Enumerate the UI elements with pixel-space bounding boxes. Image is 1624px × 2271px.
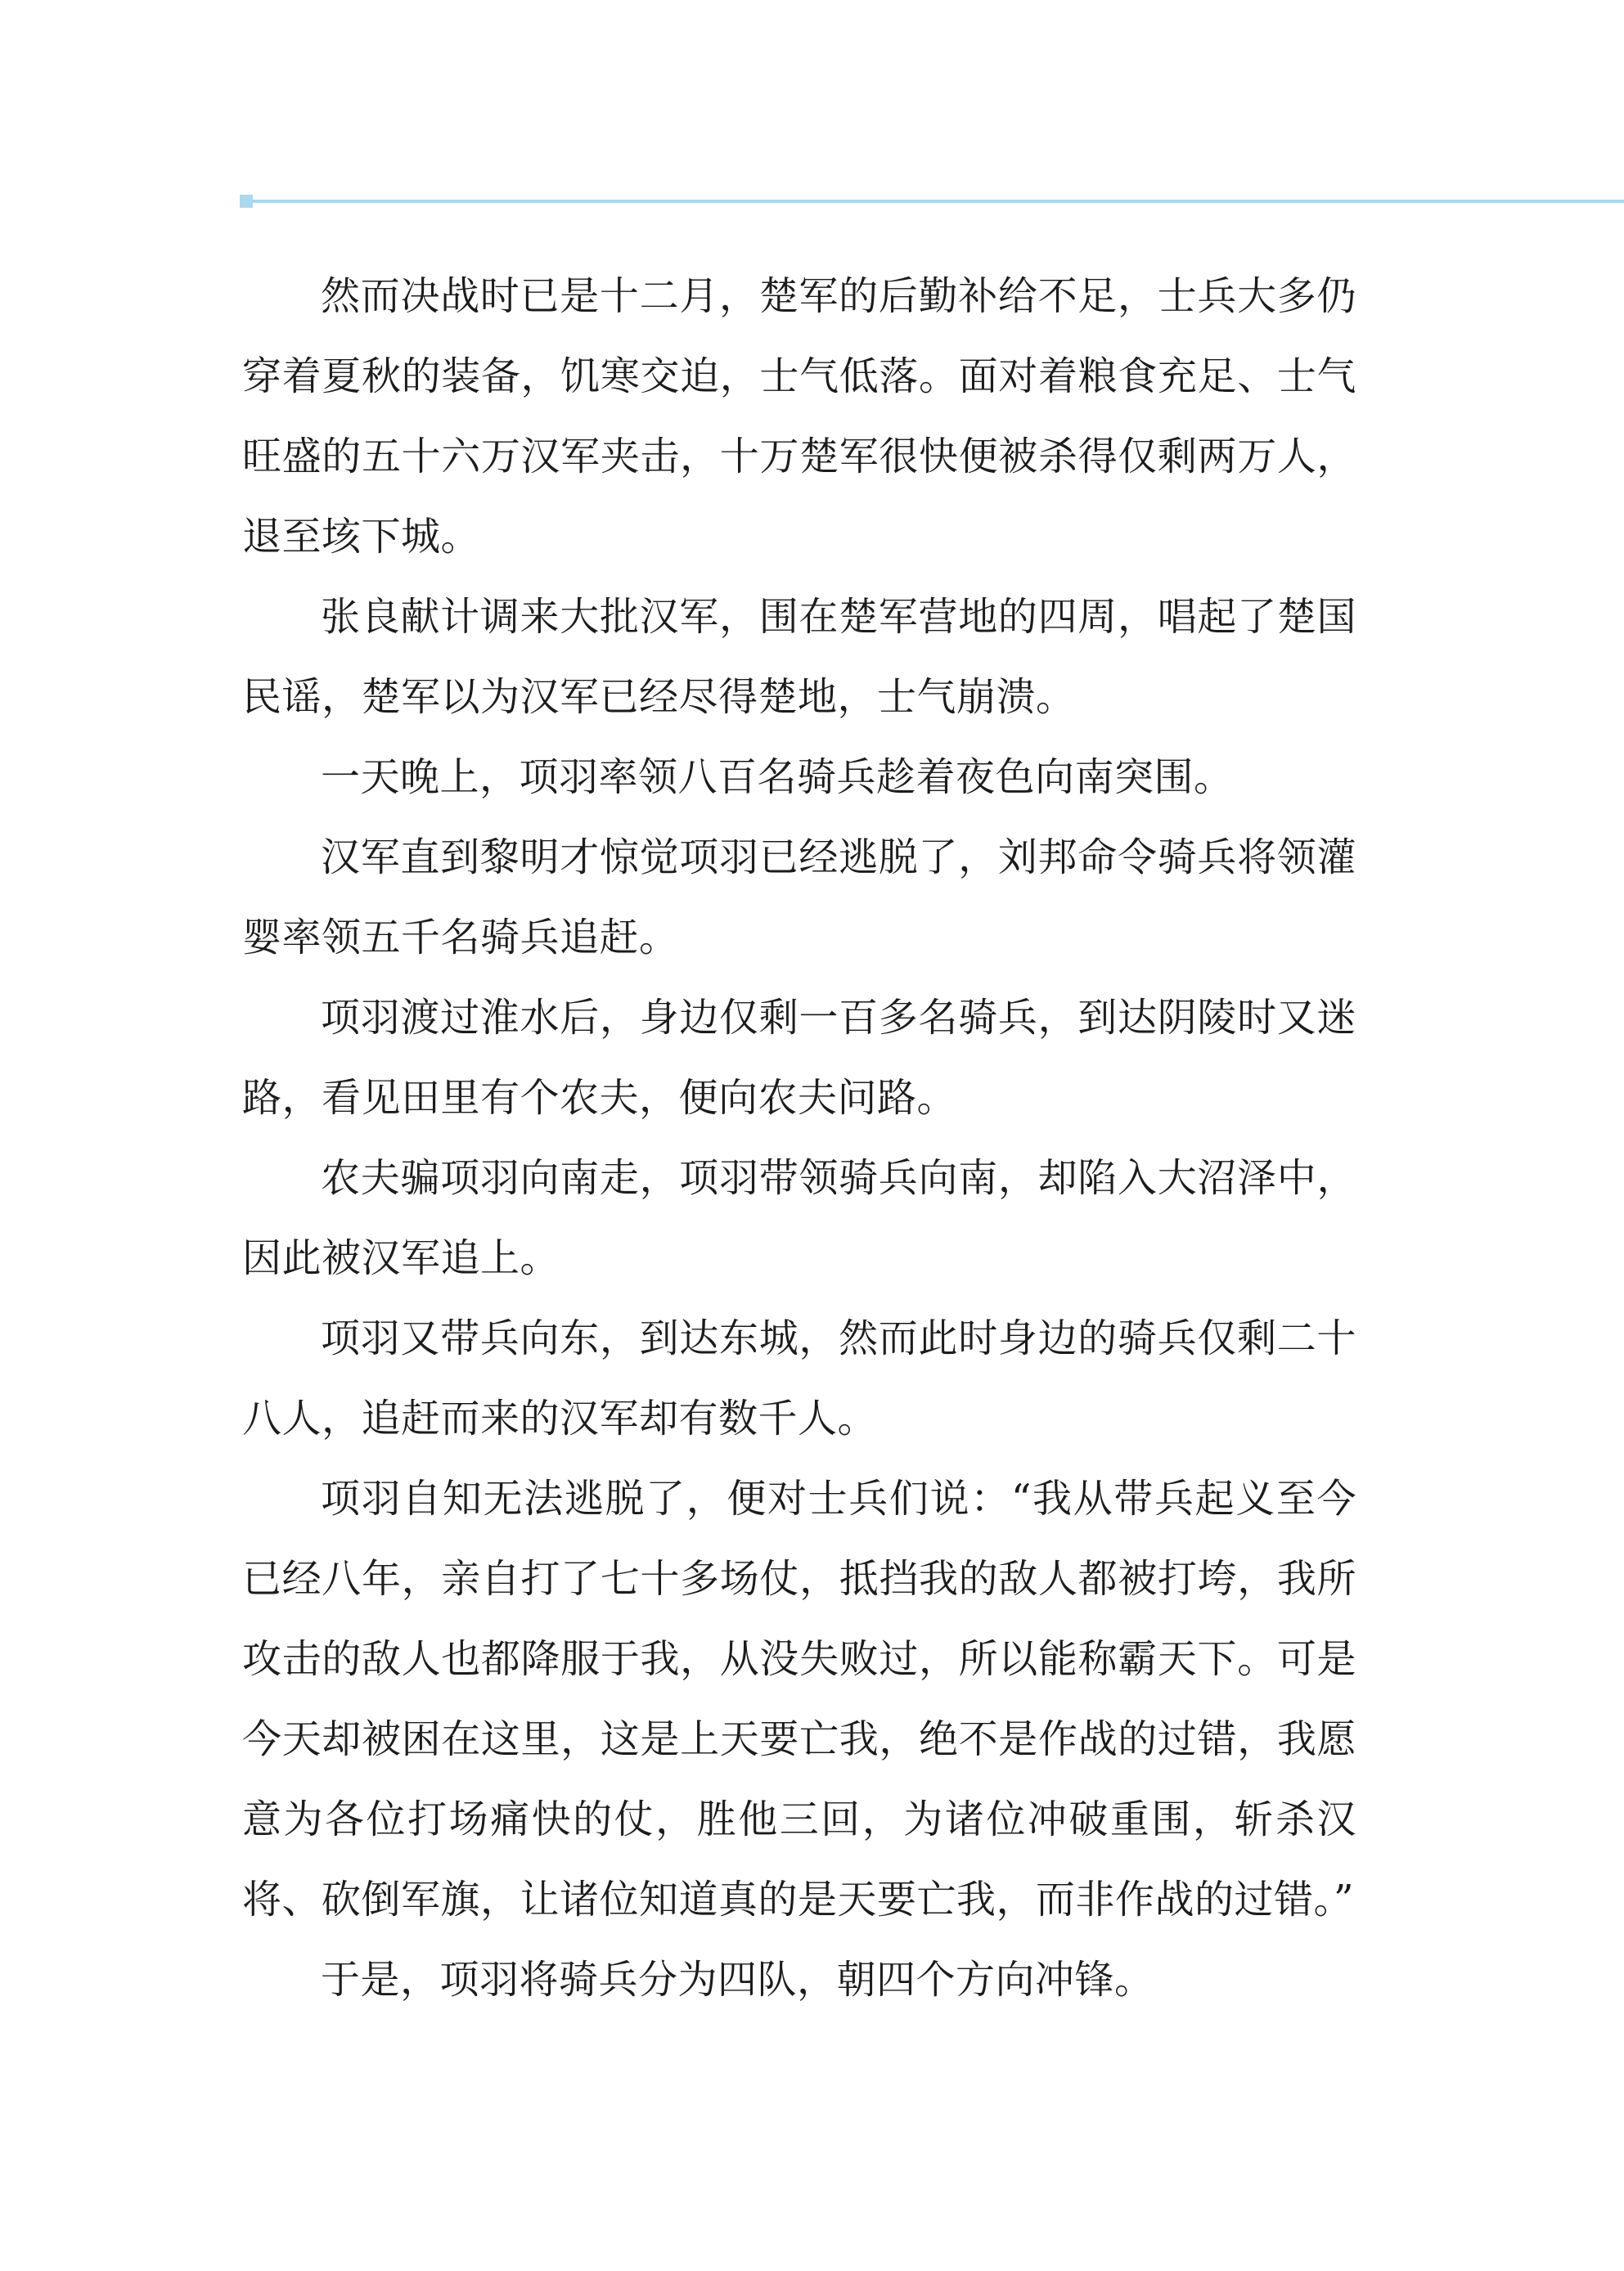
paragraph-3: 一天晚上，项羽率领八百名骑兵趁着夜色向南突围。	[321, 754, 1234, 800]
paragraph-2: 张良献计调来大批汉军，围在楚军营地的四周，唱起了楚国民谣，楚军以为汉军已经尽得楚地，士气崩溃。	[242, 594, 1356, 720]
paragraph-5: 项羽渡过淮水后，身边仅剩一百多名骑兵，到达阴陵时又迷路，看见田里有个农夫，便向农夫问路。	[242, 995, 1356, 1121]
header-rule	[242, 200, 1624, 203]
paragraph-9: 于是，项羽将骑兵分为四队，朝四个方向冲锋。	[321, 1957, 1154, 2003]
article-body	[242, 256, 1356, 2020]
paragraph-6: 农夫骗项羽向南走，项羽带领骑兵向南，却陷入大沼泽中，因此被汉军追上。	[242, 1155, 1356, 1281]
paragraph-1: 然而决战时已是十二月，楚军的后勤补给不足，士兵大多仍穿着夏秋的装备，饥寒交迫，士气低落。面对着粮食充足、士气旺盛的五十六万汉军夹击，十万楚军很快便被杀得仅剩两万人，退至垓下城。	[242, 273, 1356, 560]
paragraph-4: 汉军直到黎明才惊觉项羽已经逃脱了，刘邦命令骑兵将领灌婴率领五千名骑兵追赶。	[242, 834, 1356, 960]
paragraph-7: 项羽又带兵向东，到达东城，然而此时身边的骑兵仅剩二十八人，追赶而来的汉军却有数千人。	[242, 1315, 1356, 1441]
paragraph-8: 项羽自知无法逃脱了，便对士兵们说：“我从带兵起义至今已经八年，亲自打了七十多场仗，抵挡我的敌人都被打垮，我所攻击的敌人也都降服于我，从没失败过，所以能称霸天下。可是今天却被困在这里，这是上天要亡我，绝不是作战的过错，我愿意为各位打场痛快的仗，胜他三回，为诸位冲破重围，斩杀汉将、砍倒军旗，让诸位知道真的是天要亡我，而非作战的过错。”	[242, 1476, 1356, 1922]
